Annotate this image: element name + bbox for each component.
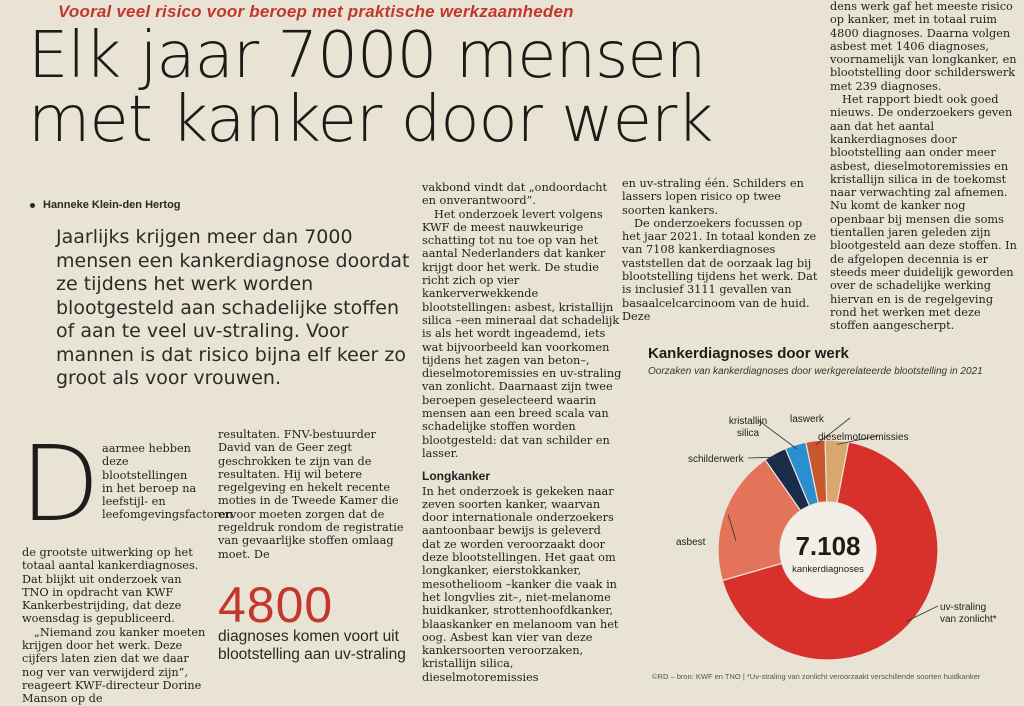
headline-line-1: Elk jaar 7000 mensen (28, 19, 706, 93)
slice-label-5: dieselmotoremissies (818, 432, 909, 443)
col1-top-text: aarmee hebben deze blootstellingen in het beroep na leefstijl- en leefomgevingsfactoren (102, 442, 233, 522)
column-5 (830, 0, 1020, 332)
chart-credit: ©RD – bron: KWF en TNO | *Uv-straling van zonlicht veroorzaakt verschillende soorten huidkanker (652, 672, 981, 681)
column-3 (422, 181, 622, 684)
chart-subtitle: Oorzaken van kankerdiagnoses door werkgerelateerde blootstelling in 2021 (648, 366, 983, 377)
article-headline (28, 19, 713, 157)
byline-author: Hanneke Klein-den Hertog (43, 199, 181, 211)
byline (30, 199, 181, 211)
pull-quote-number: 4800 (218, 577, 334, 633)
col1-paragraph-1: de grootste uitwerking op het totaal aantal kankerdiagnoses. Dat blijkt uit onderzoek van TNO in opdracht van KWF Kankerbestrijding, dat deze woensdag is gepubliceerd. (22, 546, 199, 626)
col5-paragraph-2: Het rapport biedt ook goed nieuws. De onderzoekers geven aan dat het aantal kankerdiagnoses door blootstelling aan onder meer asbest, dieselmotoremissies en kristallijn silica in de toekomst naar verwachting zal afnemen. Nu komt de kanker nog openbaar bij mensen die soms tientallen jaren geleden zijn blootgesteld aan deze stoffen. In de afgelopen decennia is er steeds meer duidelijk geworden over de schadelijke werking hiervan en is de regelgeving rond het werken met deze stoffen aangescherpt. (830, 93, 1017, 333)
col3-paragraph-2: Het onderzoek levert volgens KWF de meest nauwkeurige schatting tot nu toe op van het aantal Nederlanders dat kanker krijgt door het werk. De studie richt zich op vier kankerverwekkende blootstellingen: asbest, kristallijn silica –een mineraal dat schadelijk is als het wordt ingeademd, iets wat bijvoorbeeld kan voorkomen tijdens het zagen van beton–, dieselmotoremissies en uv-straling van zonlicht. Daarnaast zijn twee beroepen geselecteerd waarin mensen aan een breed scala van schadelijke stoffen worden blootgesteld: dat van schilder en lasser. (422, 207, 622, 460)
column-4 (622, 177, 822, 323)
headline-line-2: met kanker door werk (28, 83, 713, 157)
article-kicker: Vooral veel risico voor beroep met praktische werkzaamheden (58, 2, 574, 21)
drop-cap: D (20, 423, 101, 545)
lead-paragraph: Jaarlijks krijgen meer dan 7000 mensen een kankerdiagnose doordat ze tijdens het werk worden blootgesteld aan schadelijke stoffen of aan te veel uv-straling. Voor mannen is dat risico bijna elf keer zo groot als voor vrouwen. (56, 226, 410, 389)
donut-center-value: 7.108 (795, 531, 861, 561)
col2-paragraph-1: resultaten. FNV-bestuurder David van de Geer zegt geschrokken te zijn van de resultaten. Hij wil betere regelgeving en hekelt recente moties in de Tweede Kamer die ervoor moeten zorgen dat de regeldruk rondom de registratie van gevaarlijke stoffen omlaag moet. De (218, 428, 404, 561)
col5-paragraph-1: dens werk gaf het meeste risico op kanker, met in totaal ruim 4800 diagnoses. Daarna volgen asbest met 1406 diagnoses, voornamelijk van longkanker, en blootstelling door schilderswerk met 239 diagnoses. (830, 0, 1017, 93)
slice-label-1: asbest (676, 537, 706, 548)
column-1-top (102, 442, 233, 522)
col4-paragraph-2: De onderzoekers focussen op het jaar 2021. In totaal konden ze van 7108 kankerdiagnoses vaststellen dat de oorzaak lag bij blootstelling tijdens het werk. Dat is inclusief 3111 gevallen van basaalcelcarcinoom van de huid. Deze (622, 216, 818, 323)
pull-quote-caption: diagnoses komen voort uit blootstelling aan uv-straling (218, 628, 406, 663)
col1-paragraph-2: „Niemand zou kanker moeten krijgen door het werk. Deze cijfers laten zien dat we daar nog ver van verwijderd zijn”, reageert KWF-directeur Dorine Manson op de (22, 625, 206, 706)
byline-bullet (30, 203, 35, 208)
donut-center-label: kankerdiagnoses (792, 564, 864, 575)
col4-paragraph-1: en uv-straling één. Schilders en lassers lopen risico op twee soorten kankers. (622, 177, 804, 217)
col3-paragraph-1: vakbond vindt dat „ondoordacht en onverantwoord”. (422, 181, 608, 208)
slice-label-0: uv-straling van zonlicht* (940, 602, 997, 625)
slice-label-4: laswerk (790, 414, 824, 425)
slice-label-3: kristallijn silica (728, 416, 768, 439)
section-heading-longkanker: Longkanker (422, 469, 491, 484)
column-2 (218, 428, 410, 561)
donut-chart (640, 380, 1020, 670)
column-1 (22, 546, 210, 706)
slice-label-2: schilderwerk (688, 454, 744, 465)
col3-paragraph-3: In het onderzoek is gekeken naar zeven soorten kanker, waarvan door internationale onderzoekers aantoonbaar bewijs is geleverd dat ze worden veroorzaakt door deze blootstellingen. Het gaat om longkanker, eierstokkanker, mesothelioom –kanker die vaak in het longvlies zit–, niet-melanome huidkanker, strottenhoofdkanker, blaaskanker en melanoom van het oog. Asbest kan vier van deze kankersoorten veroorzaken, kristallijn silica, dieselmotoremissies (422, 484, 619, 684)
chart-title: Kankerdiagnoses door werk (648, 345, 849, 362)
